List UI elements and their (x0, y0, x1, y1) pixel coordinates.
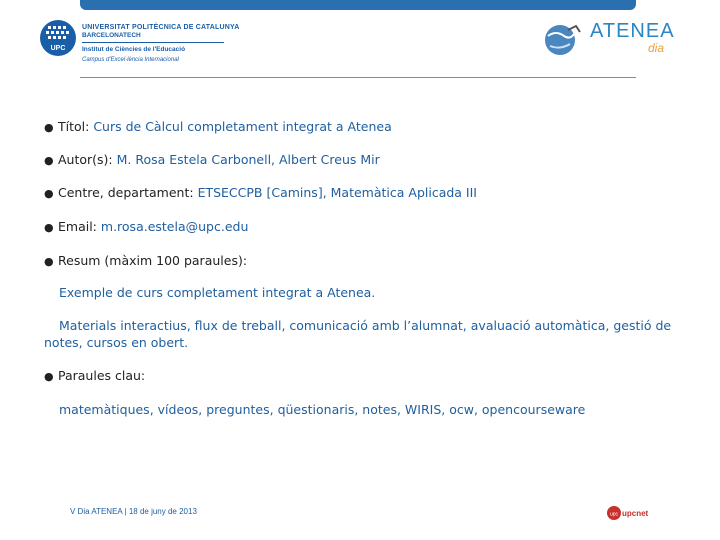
keywords-value: matemàtiques, vídeos, preguntes, qüestionaris, notes, WIRIS, ocw, opencourseware (59, 402, 586, 417)
item-value: M. Rosa Estela Carbonell, Albert Creus Mir (116, 152, 380, 167)
atenea-wordmark: ATENEA (590, 20, 675, 42)
summary-paragraph-2a: Materials interactius, flux de treball, comunicació amb l’alumnat, avaluació automàtica, gestió de (59, 318, 672, 333)
footer-text: V Dia ATENEA | 18 de juny de 2013 (70, 507, 197, 516)
bullet-icon: ● (44, 187, 54, 200)
bullet-icon: ● (44, 255, 54, 268)
atenea-dia: dia (648, 41, 665, 55)
item-value: ETSECCPB [Camins], Matemàtica Aplicada III (197, 185, 477, 200)
upc-logo (40, 20, 76, 56)
campus-text: Campus d'Excel·lència Internacional (82, 57, 179, 63)
item-label: Resum (màxim 100 paraules): (58, 253, 248, 268)
upc-name: UNIVERSITAT POLITÈCNICA DE CATALUNYA (82, 24, 240, 31)
summary-paragraph-2b: notes, cursos en obert. (44, 335, 189, 350)
item-value: Curs de Càlcul completament integrat a Atenea (93, 119, 392, 134)
item-label: Centre, departament: (58, 185, 194, 200)
bullet-icon: ● (44, 221, 54, 234)
upcnet-text: upcnet (622, 509, 649, 518)
email-link[interactable]: m.rosa.estela@upc.edu (100, 219, 249, 234)
ice-name: Institut de Ciències de l'Educació (82, 46, 186, 53)
item-title (44, 119, 392, 134)
item-label: Paraules clau: (58, 368, 146, 383)
item-summary (44, 253, 247, 268)
bullet-icon: ● (44, 370, 54, 383)
item-label: Títol: (58, 119, 90, 134)
item-email (44, 219, 248, 234)
item-department (44, 185, 477, 200)
item-label: Email: (58, 219, 97, 234)
upc-institution (82, 24, 239, 53)
top-bar (80, 0, 636, 10)
item-keywords (44, 368, 145, 383)
summary-paragraph-1: Exemple de curs completament integrat a Atenea. (59, 285, 376, 300)
upc-barcelonatech: BARCELONATECH (82, 32, 141, 39)
item-authors (44, 152, 380, 167)
bullet-icon: ● (44, 121, 54, 134)
upcnet-logo (606, 505, 649, 521)
bullet-icon: ● (44, 154, 54, 167)
upc-badge-text: UPC (50, 45, 66, 52)
svg-text:upc: upc (609, 511, 619, 518)
item-label: Autor(s): (58, 152, 113, 167)
header-divider (80, 77, 636, 78)
upc-rule (82, 42, 224, 43)
